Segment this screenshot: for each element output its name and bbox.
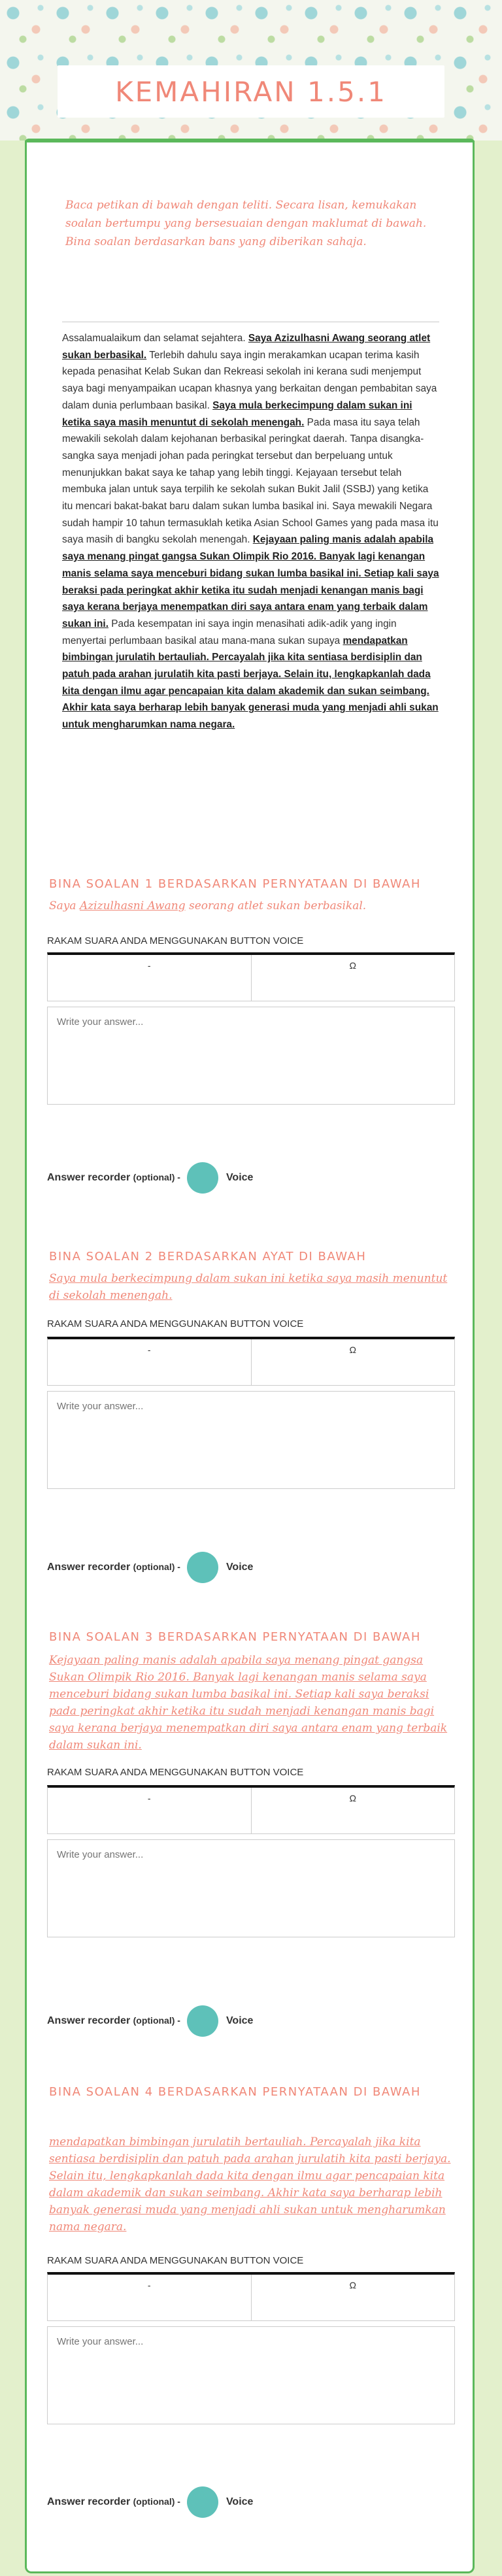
answer-input[interactable] — [47, 1839, 455, 1937]
recorder-label — [47, 2015, 180, 2027]
record-instruction: RAKAM SUARA ANDA MENGGUNAKAN BUTTON VOICE — [47, 935, 304, 946]
record-instruction: RAKAM SUARA ANDA MENGGUNAKAN BUTTON VOICE — [47, 1767, 304, 1778]
statement-underlined: Azizulhasni Awang — [79, 899, 186, 912]
article-highlight: Saya mula berkecimpung dalam sukan ini ketika saya masih menuntut di sekolah menengah. — [62, 399, 412, 428]
toolbar-minus-button[interactable]: - — [48, 2275, 252, 2320]
recorder-optional: (optional) - — [133, 1562, 180, 1572]
answer-recorder — [47, 2486, 253, 2518]
article-text: Pada kesempatan ini saya ingin menasihati adik-adik yang ingin menyertai perlumbaan basikal atau mana-mana sukan supaya — [62, 618, 397, 646]
toolbar-minus-button[interactable]: - — [48, 1788, 252, 1833]
article-text: Assalamualaikum dan selamat sejahtera. — [62, 333, 246, 344]
toolbar-minus-button[interactable]: - — [48, 1339, 252, 1385]
question-1-title: BINA SOALAN 1 BERDASARKAN PERNYATAAN DI BAWAH — [49, 877, 421, 891]
recorder-label — [47, 1172, 180, 1184]
answer-toolbar — [47, 2272, 455, 2321]
question-3-statement: Kejayaan paling manis adalah apabila saya menang pingat gangsa Sukan Olimpik Rio 2016. Banyak lagi kenangan manis selama saya menceburi bidang sukan lumba basikal ini. Setiap kali saya beraksi pada peringkat akhir ketika itu sudah menjadi kenangan manis bagi saya kerana berjaya menempatkan diri saya antara enam yang terbaik dalam sukan ini. — [49, 1654, 448, 1752]
record-instruction: RAKAM SUARA ANDA MENGGUNAKAN BUTTON VOICE — [47, 2255, 304, 2266]
article-passage — [62, 330, 439, 733]
voice-label: Voice — [226, 1562, 254, 1573]
toolbar-omega-button[interactable]: Ω — [349, 960, 356, 971]
answer-toolbar — [47, 952, 455, 1001]
voice-record-button[interactable] — [187, 1552, 218, 1583]
recorder-label-text: Answer recorder — [47, 1172, 131, 1183]
recorder-label — [47, 1562, 180, 1573]
title-banner — [58, 65, 444, 118]
toolbar-omega-button[interactable]: Ω — [349, 2280, 356, 2290]
recorder-label-text: Answer recorder — [47, 2015, 131, 2026]
record-instruction: RAKAM SUARA ANDA MENGGUNAKAN BUTTON VOICE — [47, 1318, 304, 1330]
toolbar-omega-button[interactable]: Ω — [349, 1793, 356, 1803]
recorder-label-text: Answer recorder — [47, 1562, 131, 1573]
toolbar-minus-button[interactable]: - — [48, 955, 252, 1001]
answer-recorder — [47, 2005, 253, 2037]
recorder-optional: (optional) - — [133, 1172, 180, 1182]
recorder-optional: (optional) - — [133, 2496, 180, 2507]
answer-recorder — [47, 1162, 253, 1194]
question-3-title: BINA SOALAN 3 BERDASARKAN PERNYATAAN DI BAWAH — [49, 1630, 421, 1644]
voice-record-button[interactable] — [187, 2486, 218, 2518]
recorder-optional: (optional) - — [133, 2015, 180, 2026]
question-2-title: BINA SOALAN 2 BERDASARKAN AYAT DI BAWAH — [49, 1250, 367, 1263]
recorder-label — [47, 2496, 180, 2508]
statement-text: seorang atlet sukan berbasikal. — [185, 899, 367, 912]
recorder-label-text: Answer recorder — [47, 2496, 131, 2507]
question-4-title: BINA SOALAN 4 BERDASARKAN PERNYATAAN DI BAWAH — [49, 2085, 421, 2099]
page-title: KEMAHIRAN 1.5.1 — [115, 75, 387, 108]
card-top-border — [25, 139, 475, 142]
voice-record-button[interactable] — [187, 1162, 218, 1194]
answer-toolbar — [47, 1785, 455, 1834]
question-1-statement — [49, 897, 454, 914]
article-highlight: Kejayaan paling manis adalah apabila saya menang pingat gangsa Sukan Olimpik Rio 2016. Banyak lagi kenangan manis selama saya menceburi bidang sukan lumba basikal ini. Setiap kali saya beraksi pada peringkat akhir ketika itu sudah menjadi kenangan manis bagi saya kerana berjaya menempatkan diri saya antara enam yang terbaik dalam sukan ini. — [62, 534, 439, 629]
answer-recorder — [47, 1552, 253, 1583]
voice-label: Voice — [226, 1172, 254, 1183]
voice-label: Voice — [226, 2496, 254, 2507]
voice-record-button[interactable] — [187, 2005, 218, 2037]
article-text: Pada masa itu saya telah mewakili sekolah dalam kejohanan berbasikal peringkat daerah. Tanpa disangka-sangka saya menjadi johan pada peringkat tersebut dan berpeluang untuk menunjukkan bakat saya ke tahap yang lebih tinggi. Kejayaan tersebut telah membuka jalan untuk saya terpilih ke sekolah sukan Bukit Jalil (SSBJ) yang ketika itu mencari bakat-bakat baru dalam sukan lumba basikal ini. Saya mewakili Negara sudah hampir 10 tahun termasuklah ketika Asian School Games yang pada masa itu saya masih di bangku sekolah menengah. — [62, 416, 439, 546]
answer-input[interactable] — [47, 1391, 455, 1489]
answer-input[interactable] — [47, 1007, 455, 1105]
question-2-statement: Saya mula berkecimpung dalam sukan ini ketika saya masih menuntut di sekolah menengah. — [49, 1272, 448, 1302]
instructions-text: Baca petikan di bawah dengan teliti. Secara lisan, kemukakan soalan bertumpu yang bersesuaian dengan maklumat di bawah. Bina soalan berdasarkan bans yang diberikan sahaja. — [65, 199, 427, 248]
question-4-statement: mendapatkan bimbingan jurulatih bertauliah. Percayalah jika kita sentiasa berdisiplin dan patuh pada arahan jurulatih kita pasti berjaya. Selain itu, lengkapkanlah dada kita dengan ilmu agar pencapaian kita dalam akademik dan sukan seimbang. Akhir kata saya berharap lebih banyak generasi muda yang menjadi ahli sukan untuk mengharumkan nama negara. — [49, 2135, 451, 2233]
article-highlight: Saya Azizulhasni Awang seorang atlet sukan berbasikal. — [62, 333, 431, 361]
toolbar-omega-button[interactable]: Ω — [349, 1345, 356, 1355]
statement-text: Saya — [49, 899, 80, 912]
answer-input[interactable] — [47, 2326, 455, 2424]
article-highlight: mendapatkan bimbingan jurulatih bertauliah. Percayalah jika kita sentiasa berdisiplin dan patuh pada arahan jurulatih kita pasti berjaya. Selain itu, lengkapkanlah dada kita dengan ilmu agar pencapaian kita dalam akademik dan sukan seimbang. Akhir kata saya berharap lebih banyak generasi muda yang menjadi ahli sukan untuk mengharumkan nama negara. — [62, 635, 439, 731]
answer-toolbar — [47, 1337, 455, 1386]
article-text: Terlebih dahulu saya ingin merakamkan ucapan terima kasih kepada penasihat Kelab Sukan dan Rekreasi sekolah ini kerana sudi menjemput saya bagi menyampaikan ucapan khasnya yang berkaitan dengan pembabitan saya dalam dunia perlumbaan basikal. — [62, 349, 437, 411]
voice-label: Voice — [226, 2015, 254, 2026]
